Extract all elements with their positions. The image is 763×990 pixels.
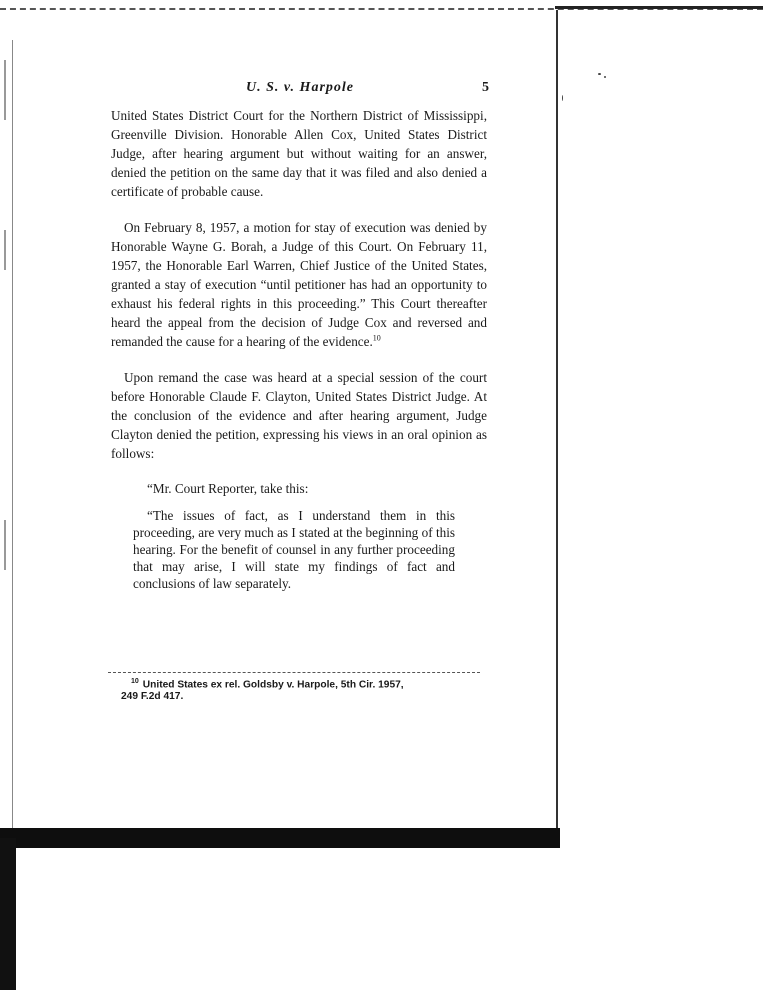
page-number: 5	[482, 80, 489, 95]
running-header-title: U. S. v. Harpole	[245, 80, 355, 95]
footnote-line-2: 249 F.2d 417.	[121, 691, 184, 703]
running-header	[111, 80, 489, 100]
footnote-number: 10	[131, 678, 139, 685]
paragraph-2-text: On February 8, 1957, a motion for stay of execution was denied by Honorable Wayne G. Borah, a Judge of this Court. On February 11, 1957, the Honorable Earl Warren, Chief Justice of the United States, granted a stay of execution “until petitioner has had an opportunity to exhaust his federal rights in this proceeding.” This Court thereafter heard the appeal from the decision of Judge Cox and reversed and remanded the cause for a hearing of the evidence.	[111, 220, 487, 349]
scan-left-tick	[4, 520, 6, 570]
quoted-paragraph-2: “The issues of fact, as I understand them in this proceeding, are very much as I stated at the beginning of this hearing. For the benefit of counsel in any further proceeding that may arise, I will state my findings of fact and conclusions of law separately.	[133, 508, 455, 591]
paragraph-2	[111, 218, 487, 351]
quoted-paragraph-1: “Mr. Court Reporter, take this:	[147, 481, 309, 496]
footnote-line-1	[131, 676, 486, 691]
paragraph-1: United States District Court for the Northern District of Mississippi, Greenville Division. Honorable Allen Cox, United States District Judge, after hearing argument but without waiting for an answer, denied the petition on the same day that it was filed and also denied a certificate of probable cause.	[111, 108, 487, 199]
scan-bottom-left-shadow	[0, 838, 16, 990]
scan-speck	[598, 73, 601, 75]
footnote-reference: 10	[372, 333, 381, 343]
scan-left-tick	[4, 60, 6, 120]
paragraph-3: Upon remand the case was heard at a special session of the court before Honorable Claude F. Clayton, United States District Judge. At the conclusion of the evidence and after hearing argument, Judge Clayton denied the petition, expressing his views in an oral opinion as follows:	[111, 370, 487, 461]
scan-top-edge-solid	[555, 6, 763, 9]
scan-speck	[604, 76, 606, 78]
scan-left-edge	[12, 40, 13, 830]
scan-left-tick	[4, 230, 6, 270]
scan-speck	[562, 95, 563, 101]
scan-bottom-shadow	[0, 828, 560, 848]
scan-right-edge	[556, 10, 558, 840]
footnote-citation: United States ex rel. Goldsby v. Harpole, 5th Cir. 1957,	[142, 679, 404, 691]
page-body	[111, 106, 487, 592]
footnote	[121, 676, 486, 703]
footnote-rule	[108, 672, 480, 673]
